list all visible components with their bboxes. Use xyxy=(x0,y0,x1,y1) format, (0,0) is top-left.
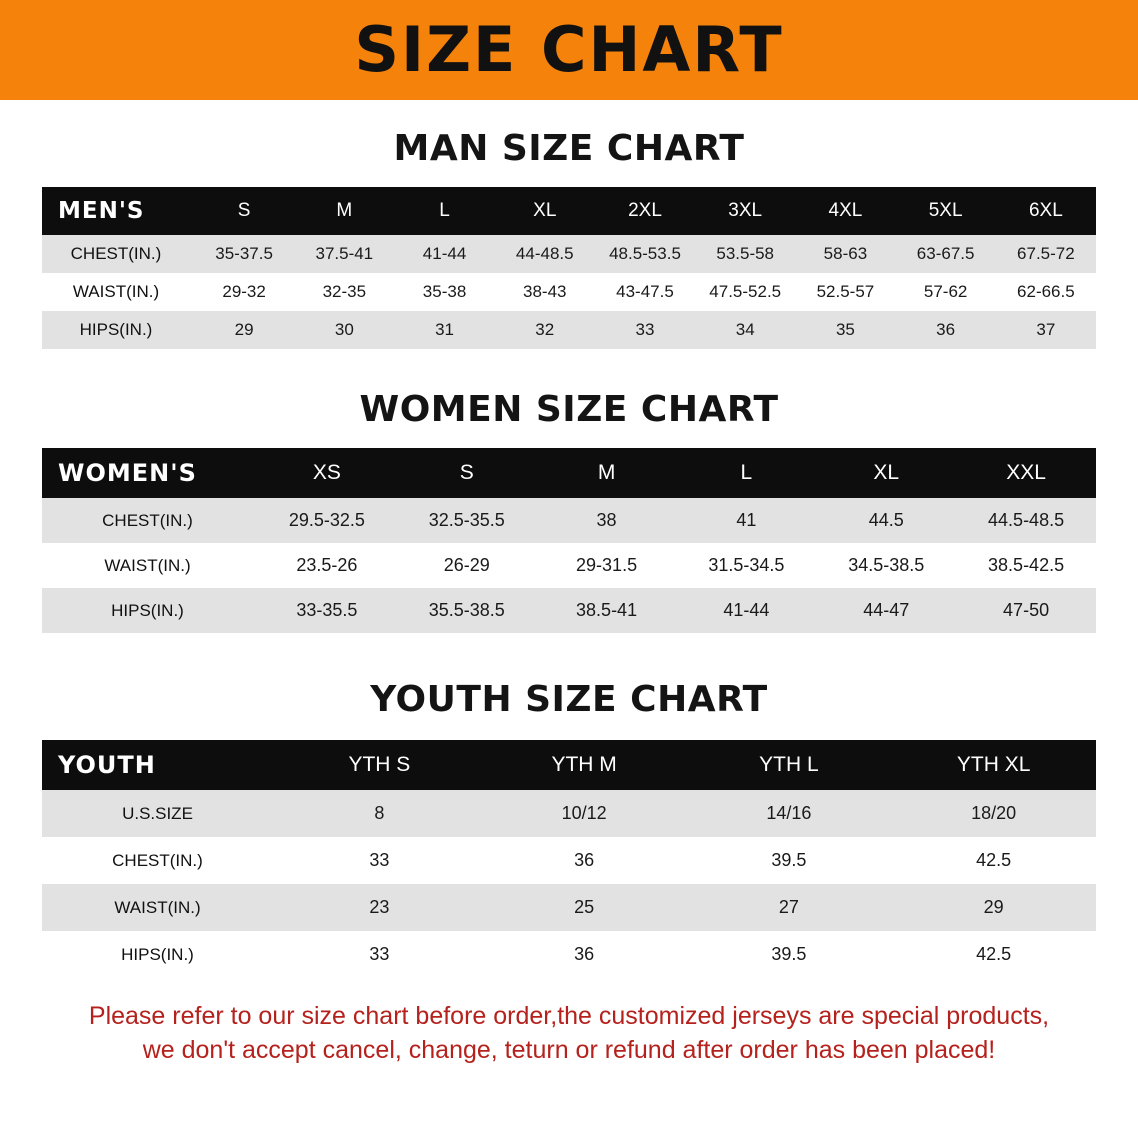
cell: 29.5-32.5 xyxy=(257,498,397,543)
cell: 67.5-72 xyxy=(996,235,1096,273)
cell: 32.5-35.5 xyxy=(397,498,537,543)
cell: 44.5-48.5 xyxy=(956,498,1096,543)
cell: 29-32 xyxy=(194,273,294,311)
youth-header-label: YOUTH xyxy=(42,740,277,790)
column-header: 6XL xyxy=(996,187,1096,235)
cell: 23 xyxy=(277,884,482,931)
cell: 37 xyxy=(996,311,1096,349)
cell: 35-38 xyxy=(394,273,494,311)
column-header: 4XL xyxy=(795,187,895,235)
column-header: 2XL xyxy=(595,187,695,235)
man-section-heading: MAN SIZE CHART xyxy=(393,128,745,169)
cell: 42.5 xyxy=(891,931,1096,978)
man-size-table xyxy=(42,187,1096,349)
cell: 34 xyxy=(695,311,795,349)
table-row xyxy=(42,543,1096,588)
column-header: M xyxy=(537,448,677,498)
policy-note-line-1: Please refer to our size chart before order,the customized jerseys are special products, xyxy=(88,1002,1050,1030)
row-label: HIPS(IN.) xyxy=(42,931,277,978)
cell: 38.5-42.5 xyxy=(956,543,1096,588)
youth-size-table xyxy=(42,740,1096,978)
women-table-body xyxy=(42,498,1096,633)
women-section-heading: WOMEN SIZE CHART xyxy=(359,389,779,430)
man-table-body xyxy=(42,235,1096,349)
column-header: S xyxy=(397,448,537,498)
cell: 35-37.5 xyxy=(194,235,294,273)
cell: 8 xyxy=(277,790,482,837)
cell: 18/20 xyxy=(891,790,1096,837)
youth-section-heading: YOUTH SIZE CHART xyxy=(370,679,768,720)
youth-table-body xyxy=(42,790,1096,978)
table-header-row xyxy=(42,448,1096,498)
column-header: 3XL xyxy=(695,187,795,235)
cell: 41-44 xyxy=(676,588,816,633)
row-label: CHEST(IN.) xyxy=(42,235,194,273)
cell: 47.5-52.5 xyxy=(695,273,795,311)
cell: 44-48.5 xyxy=(495,235,595,273)
table-header-row xyxy=(42,187,1096,235)
cell: 35 xyxy=(795,311,895,349)
column-header: S xyxy=(194,187,294,235)
cell: 44.5 xyxy=(816,498,956,543)
column-header: XXL xyxy=(956,448,1096,498)
cell: 44-47 xyxy=(816,588,956,633)
cell: 29 xyxy=(891,884,1096,931)
column-header: M xyxy=(294,187,394,235)
women-header-label: WOMEN'S xyxy=(42,448,257,498)
cell: 26-29 xyxy=(397,543,537,588)
cell: 25 xyxy=(482,884,687,931)
cell: 58-63 xyxy=(795,235,895,273)
cell: 62-66.5 xyxy=(996,273,1096,311)
cell: 14/16 xyxy=(687,790,892,837)
cell: 33 xyxy=(277,837,482,884)
cell: 63-67.5 xyxy=(896,235,996,273)
cell: 29-31.5 xyxy=(537,543,677,588)
column-header: 5XL xyxy=(896,187,996,235)
cell: 32-35 xyxy=(294,273,394,311)
table-row xyxy=(42,235,1096,273)
women-size-table xyxy=(42,448,1096,633)
cell: 33-35.5 xyxy=(257,588,397,633)
table-row xyxy=(42,884,1096,931)
cell: 30 xyxy=(294,311,394,349)
man-table-head xyxy=(42,187,1096,235)
table-row xyxy=(42,837,1096,884)
row-label: CHEST(IN.) xyxy=(42,837,277,884)
table-header-row xyxy=(42,740,1096,790)
cell: 47-50 xyxy=(956,588,1096,633)
cell: 52.5-57 xyxy=(795,273,895,311)
cell: 33 xyxy=(277,931,482,978)
column-header: YTH L xyxy=(687,740,892,790)
women-table-wrap xyxy=(42,448,1096,633)
table-row xyxy=(42,588,1096,633)
cell: 57-62 xyxy=(896,273,996,311)
policy-note-line-2: we don't accept cancel, change, teturn or refund after order has been placed! xyxy=(142,1035,996,1064)
row-label: WAIST(IN.) xyxy=(42,884,277,931)
cell: 10/12 xyxy=(482,790,687,837)
row-label: U.S.SIZE xyxy=(42,790,277,837)
cell: 38-43 xyxy=(495,273,595,311)
man-header-label: MEN'S xyxy=(42,187,194,235)
row-label: WAIST(IN.) xyxy=(42,543,257,588)
cell: 38 xyxy=(537,498,677,543)
row-label: HIPS(IN.) xyxy=(42,588,257,633)
cell: 37.5-41 xyxy=(294,235,394,273)
page-title: SIZE CHART xyxy=(354,13,784,86)
cell: 35.5-38.5 xyxy=(397,588,537,633)
cell: 41 xyxy=(676,498,816,543)
table-row xyxy=(42,498,1096,543)
man-table-wrap xyxy=(42,187,1096,349)
column-header: YTH XL xyxy=(891,740,1096,790)
cell: 31.5-34.5 xyxy=(676,543,816,588)
youth-table-head xyxy=(42,740,1096,790)
table-row xyxy=(42,790,1096,837)
header-banner xyxy=(0,0,1138,100)
cell: 29 xyxy=(194,311,294,349)
column-header: L xyxy=(676,448,816,498)
column-header: YTH S xyxy=(277,740,482,790)
row-label: HIPS(IN.) xyxy=(42,311,194,349)
column-header: YTH M xyxy=(482,740,687,790)
table-row xyxy=(42,931,1096,978)
column-header: XL xyxy=(816,448,956,498)
column-header: XL xyxy=(495,187,595,235)
cell: 43-47.5 xyxy=(595,273,695,311)
cell: 41-44 xyxy=(394,235,494,273)
cell: 38.5-41 xyxy=(537,588,677,633)
cell: 27 xyxy=(687,884,892,931)
cell: 36 xyxy=(482,931,687,978)
cell: 53.5-58 xyxy=(695,235,795,273)
table-row xyxy=(42,311,1096,349)
table-row xyxy=(42,273,1096,311)
cell: 31 xyxy=(394,311,494,349)
cell: 39.5 xyxy=(687,837,892,884)
cell: 42.5 xyxy=(891,837,1096,884)
cell: 39.5 xyxy=(687,931,892,978)
policy-note xyxy=(38,1000,1100,1068)
cell: 48.5-53.5 xyxy=(595,235,695,273)
row-label: CHEST(IN.) xyxy=(42,498,257,543)
column-header: L xyxy=(394,187,494,235)
cell: 34.5-38.5 xyxy=(816,543,956,588)
cell: 23.5-26 xyxy=(257,543,397,588)
women-table-head xyxy=(42,448,1096,498)
youth-table-wrap xyxy=(42,740,1096,978)
cell: 36 xyxy=(896,311,996,349)
column-header: XS xyxy=(257,448,397,498)
cell: 33 xyxy=(595,311,695,349)
cell: 36 xyxy=(482,837,687,884)
cell: 32 xyxy=(495,311,595,349)
row-label: WAIST(IN.) xyxy=(42,273,194,311)
